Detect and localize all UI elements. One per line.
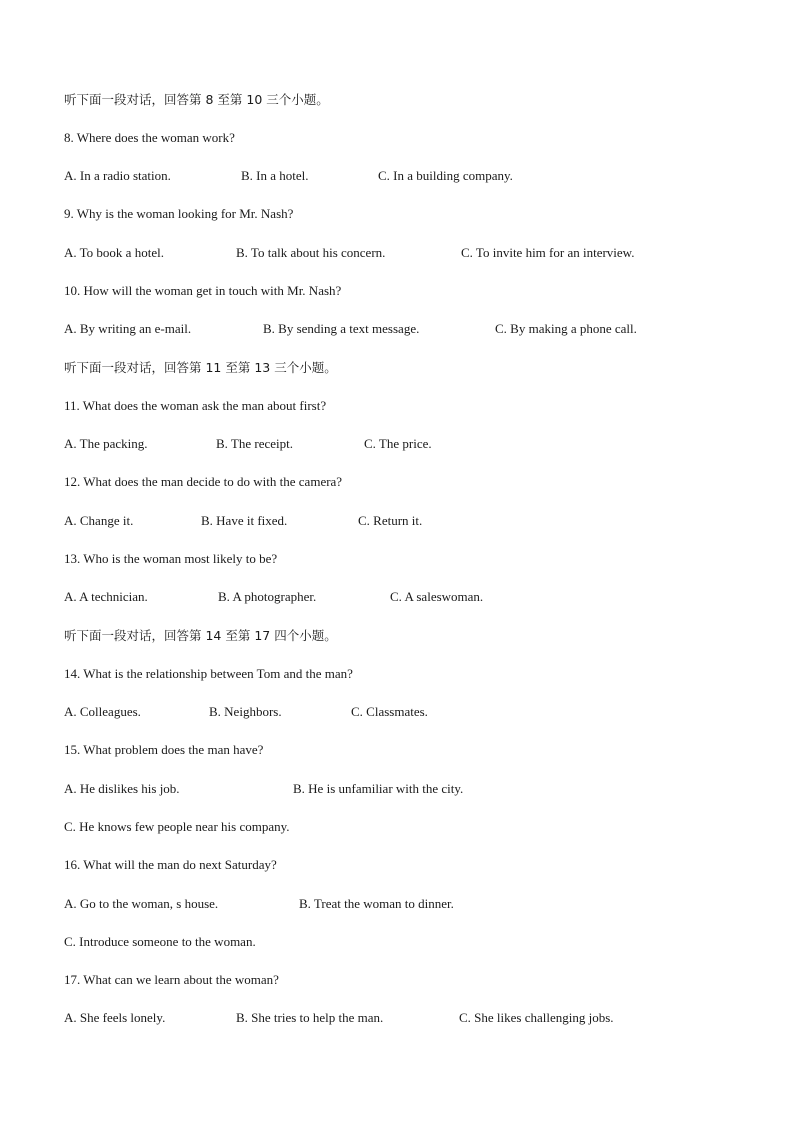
option-11-b: B. The receipt. [216, 436, 294, 451]
option-8-a: A. In a radio station. [64, 168, 171, 183]
option-15-b: B. He is unfamiliar with the city. [293, 781, 464, 796]
question-14: 14. What is the relationship between Tom and the man? [64, 666, 353, 681]
option-14-c: C. Classmates. [351, 704, 428, 719]
option-16-c: C. Introduce someone to the woman. [64, 934, 256, 949]
option-17-a: A. She feels lonely. [64, 1010, 166, 1025]
option-17-c: C. She likes challenging jobs. [459, 1010, 614, 1025]
option-16-a: A. Go to the woman, s house. [64, 896, 219, 911]
section-heading: 听下面一段对话，回答第 14 至第 17 四个小题。 [64, 628, 337, 643]
question-15: 15. What problem does the man have? [64, 742, 264, 757]
question-17: 17. What can we learn about the woman? [64, 972, 279, 987]
section-heading: 听下面一段对话，回答第 8 至第 10 三个小题。 [64, 92, 329, 107]
question-9: 9. Why is the woman looking for Mr. Nash? [64, 206, 294, 221]
option-13-b: B. A photographer. [218, 589, 317, 604]
question-12: 12. What does the man decide to do with the camera? [64, 474, 343, 489]
option-15-a: A. He dislikes his job. [64, 781, 180, 796]
option-12-b: B. Have it fixed. [201, 513, 288, 528]
question-13: 13. Who is the woman most likely to be? [64, 551, 278, 566]
option-10-c: C. By making a phone call. [495, 321, 637, 336]
question-11: 11. What does the woman ask the man about first? [64, 398, 327, 413]
option-10-b: B. By sending a text message. [263, 321, 420, 336]
option-9-a: A. To book a hotel. [64, 245, 164, 260]
option-15-c: C. He knows few people near his company. [64, 819, 290, 834]
question-10: 10. How will the woman get in touch with Mr. Nash? [64, 283, 342, 298]
option-12-a: A. Change it. [64, 513, 134, 528]
question-8: 8. Where does the woman work? [64, 130, 235, 145]
question-16: 16. What will the man do next Saturday? [64, 857, 277, 872]
option-11-c: C. The price. [364, 436, 432, 451]
option-13-a: A. A technician. [64, 589, 148, 604]
option-8-c: C. In a building company. [378, 168, 513, 183]
option-13-c: C. A saleswoman. [390, 589, 484, 604]
option-10-a: A. By writing an e-mail. [64, 321, 192, 336]
option-14-a: A. Colleagues. [64, 704, 141, 719]
option-14-b: B. Neighbors. [209, 704, 282, 719]
option-9-b: B. To talk about his concern. [236, 245, 386, 260]
option-8-b: B. In a hotel. [241, 168, 309, 183]
option-12-c: C. Return it. [358, 513, 423, 528]
option-16-b: B. Treat the woman to dinner. [299, 896, 454, 911]
option-9-c: C. To invite him for an interview. [461, 245, 635, 260]
option-11-a: A. The packing. [64, 436, 148, 451]
option-17-b: B. She tries to help the man. [236, 1010, 384, 1025]
section-heading: 听下面一段对话，回答第 11 至第 13 三个小题。 [64, 360, 337, 375]
